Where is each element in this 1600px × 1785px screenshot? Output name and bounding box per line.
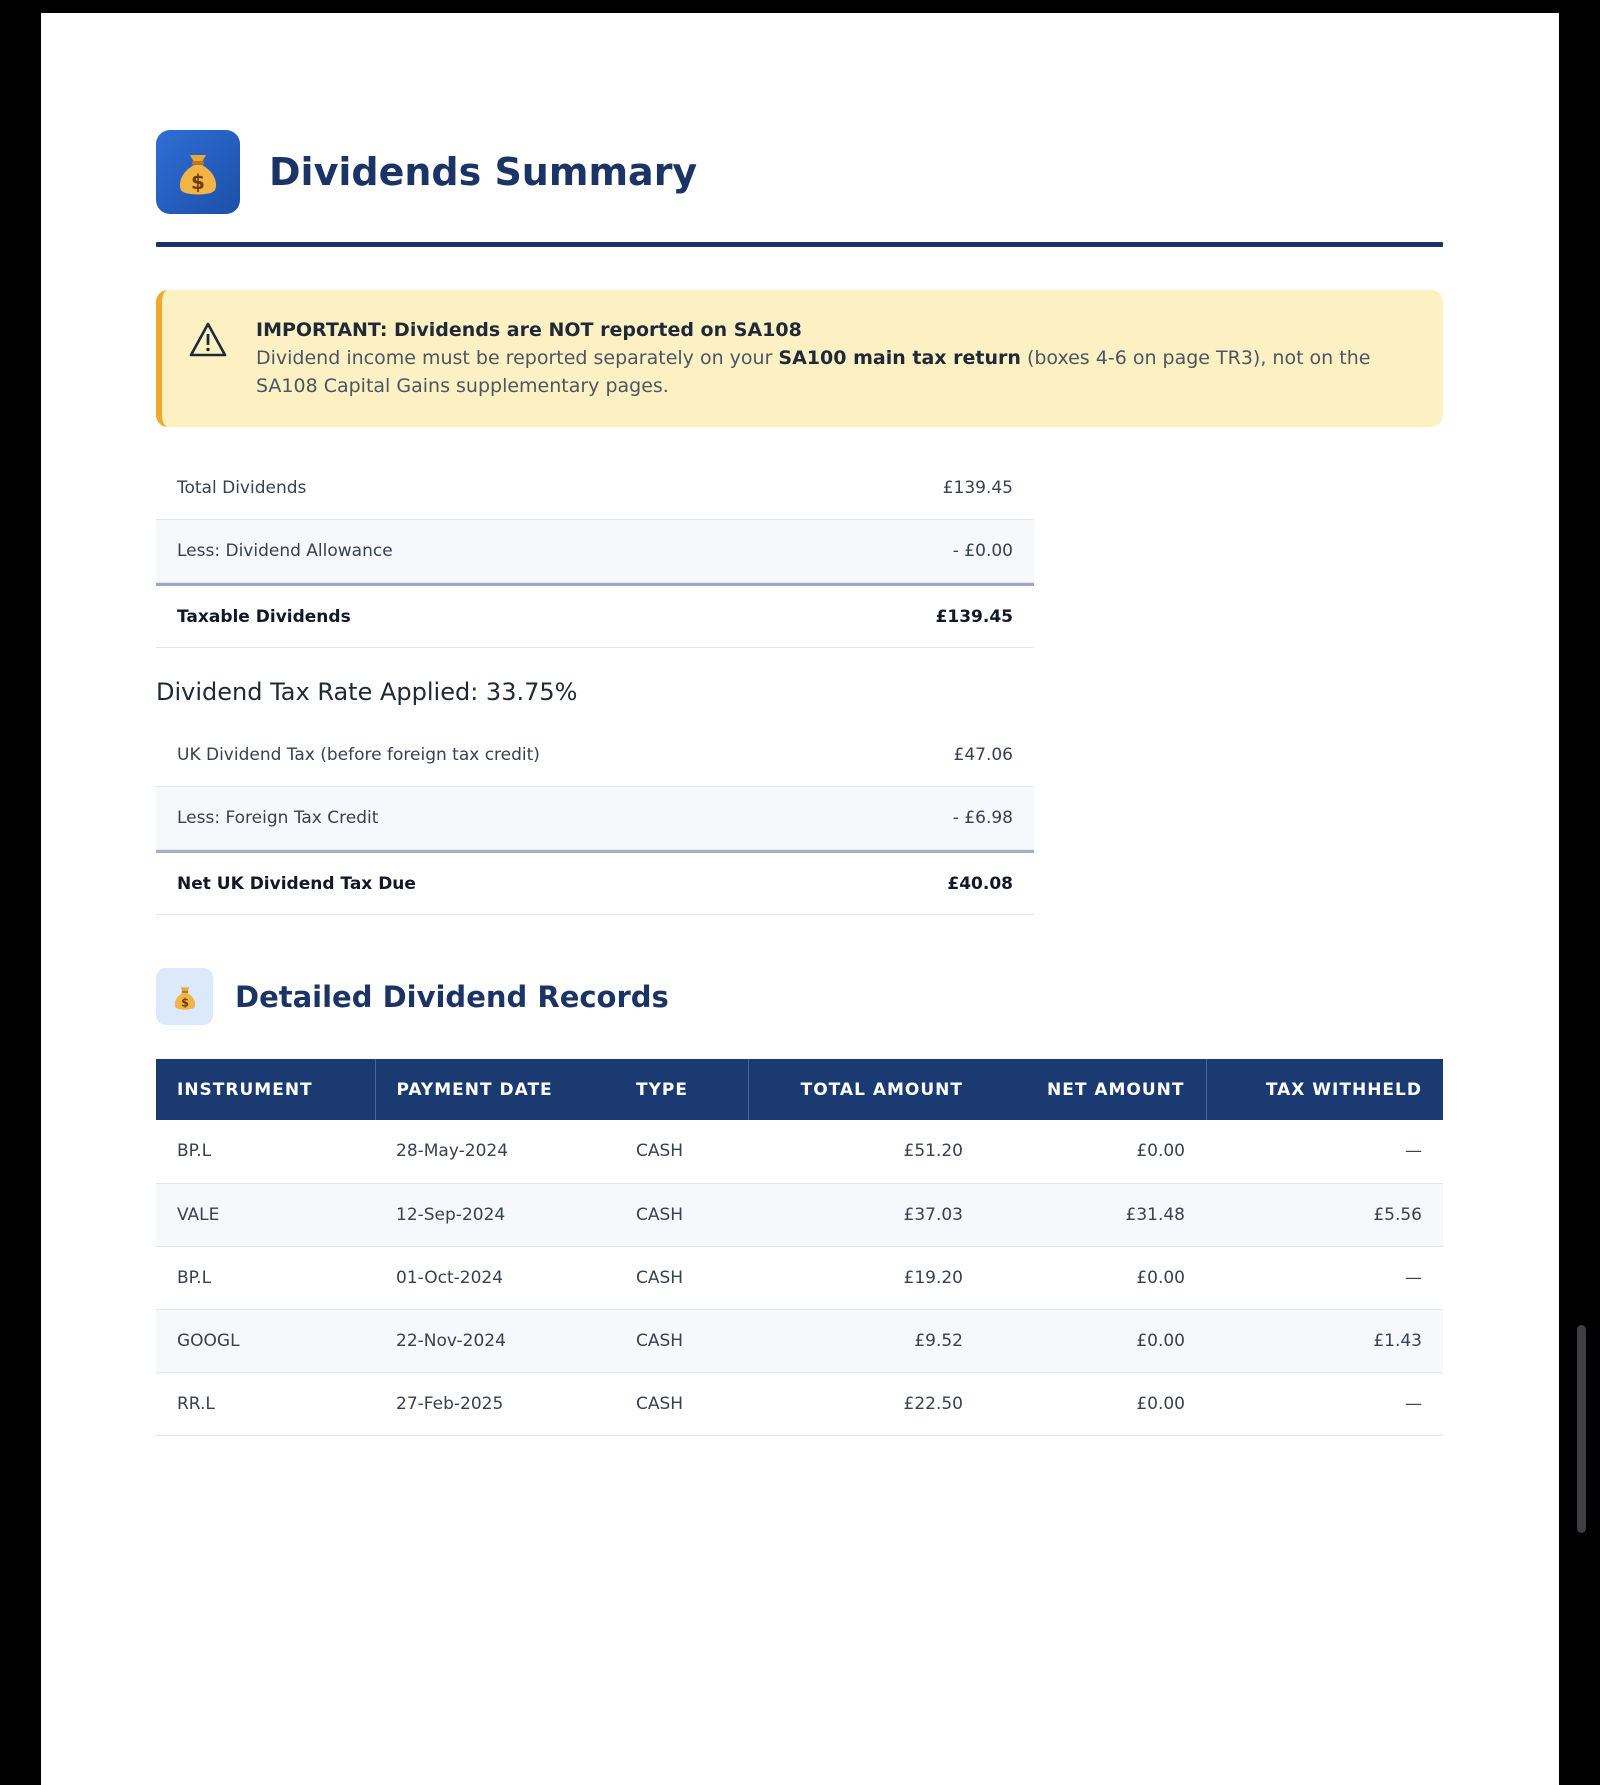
page-title: Dividends Summary (269, 150, 698, 194)
tax-withheld-cell: — (1206, 1120, 1443, 1183)
table-header-row (156, 1059, 1443, 1120)
column-header-instrument: INSTRUMENT (156, 1059, 375, 1120)
dividend-records-table (156, 1059, 1443, 1436)
alert-body (256, 344, 1383, 400)
column-header-total-amount: TOTAL AMOUNT (748, 1059, 984, 1120)
total-amount-cell: £19.20 (748, 1246, 984, 1309)
header-divider (156, 242, 1443, 247)
table-row (156, 1120, 1443, 1183)
records-section-title: Detailed Dividend Records (235, 979, 669, 1014)
taxable-dividends-label: Taxable Dividends (177, 606, 351, 627)
dividend-allowance-value: - £0.00 (952, 541, 1013, 561)
uk-dividend-tax-label: UK Dividend Tax (before foreign tax credit) (177, 745, 540, 765)
total-amount-cell: £9.52 (748, 1309, 984, 1372)
net-amount-cell: £0.00 (984, 1309, 1206, 1372)
column-header-tax-withheld: TAX WITHHELD (1206, 1059, 1443, 1120)
money-bag-icon (156, 130, 240, 214)
payment-date-cell: 28-May-2024 (375, 1120, 615, 1183)
dividend-summary-table (156, 457, 1034, 648)
alert-text (256, 316, 1383, 427)
content (156, 130, 1443, 1436)
svg-text:$: $ (191, 170, 205, 194)
total-amount-cell: £37.03 (748, 1183, 984, 1246)
foreign-tax-credit-value: - £6.98 (952, 808, 1013, 828)
tax-withheld-cell: £1.43 (1206, 1309, 1443, 1372)
money-bag-icon (156, 968, 213, 1025)
alert-body-suffix: (boxes 4-6 on page TR3), not on the SA108 Capital Gains supplementary pages. (256, 347, 1371, 397)
page (41, 13, 1559, 1785)
records-section-header (156, 968, 1443, 1025)
type-cell: CASH (615, 1246, 748, 1309)
instrument-cell: GOOGL (156, 1309, 375, 1372)
payment-date-cell: 01-Oct-2024 (375, 1246, 615, 1309)
svg-text:$: $ (180, 996, 189, 1010)
uk-dividend-tax-value: £47.06 (953, 745, 1013, 765)
total-dividends-row (156, 457, 1034, 520)
column-header-payment-date: PAYMENT DATE (375, 1059, 615, 1120)
net-dividend-tax-row (156, 850, 1034, 915)
page-header (156, 130, 1443, 214)
table-row (156, 1246, 1443, 1309)
instrument-cell: RR.L (156, 1372, 375, 1435)
tax-withheld-cell: — (1206, 1372, 1443, 1435)
important-alert (156, 290, 1443, 427)
table-row (156, 1183, 1443, 1246)
type-cell: CASH (615, 1183, 748, 1246)
net-amount-cell: £0.00 (984, 1120, 1206, 1183)
tax-withheld-cell: — (1206, 1246, 1443, 1309)
net-amount-cell: £0.00 (984, 1372, 1206, 1435)
instrument-cell: BP.L (156, 1246, 375, 1309)
dividend-allowance-row (156, 520, 1034, 583)
payment-date-cell: 22-Nov-2024 (375, 1309, 615, 1372)
table-row (156, 1309, 1443, 1372)
tax-withheld-cell: £5.56 (1206, 1183, 1443, 1246)
table-row (156, 1372, 1443, 1435)
instrument-cell: BP.L (156, 1120, 375, 1183)
net-dividend-tax-label: Net UK Dividend Tax Due (177, 873, 416, 894)
scrollbar[interactable] (1577, 1325, 1586, 1533)
total-dividends-value: £139.45 (942, 478, 1013, 498)
taxable-dividends-row (156, 583, 1034, 648)
foreign-tax-credit-label: Less: Foreign Tax Credit (177, 808, 379, 828)
foreign-tax-credit-row (156, 787, 1034, 850)
net-amount-cell: £31.48 (984, 1183, 1206, 1246)
type-cell: CASH (615, 1120, 748, 1183)
payment-date-cell: 12-Sep-2024 (375, 1183, 615, 1246)
type-cell: CASH (615, 1309, 748, 1372)
uk-dividend-tax-row (156, 724, 1034, 787)
total-dividends-label: Total Dividends (177, 478, 307, 498)
dividend-tax-rate: Dividend Tax Rate Applied: 33.75% (156, 678, 578, 706)
column-header-type: TYPE (615, 1059, 748, 1120)
alert-body-prefix: Dividend income must be reported separately on your (256, 347, 779, 369)
instrument-cell: VALE (156, 1183, 375, 1246)
dividend-tax-table (156, 724, 1034, 915)
warning-triangle-icon (188, 320, 228, 360)
payment-date-cell: 27-Feb-2025 (375, 1372, 615, 1435)
alert-title: IMPORTANT: Dividends are NOT reported on SA108 (256, 319, 802, 341)
net-dividend-tax-value: £40.08 (947, 873, 1013, 894)
taxable-dividends-value: £139.45 (935, 606, 1013, 627)
total-amount-cell: £51.20 (748, 1120, 984, 1183)
type-cell: CASH (615, 1372, 748, 1435)
alert-body-bold: SA100 main tax return (778, 347, 1021, 369)
total-amount-cell: £22.50 (748, 1372, 984, 1435)
column-header-net-amount: NET AMOUNT (984, 1059, 1206, 1120)
dividend-allowance-label: Less: Dividend Allowance (177, 541, 393, 561)
net-amount-cell: £0.00 (984, 1246, 1206, 1309)
